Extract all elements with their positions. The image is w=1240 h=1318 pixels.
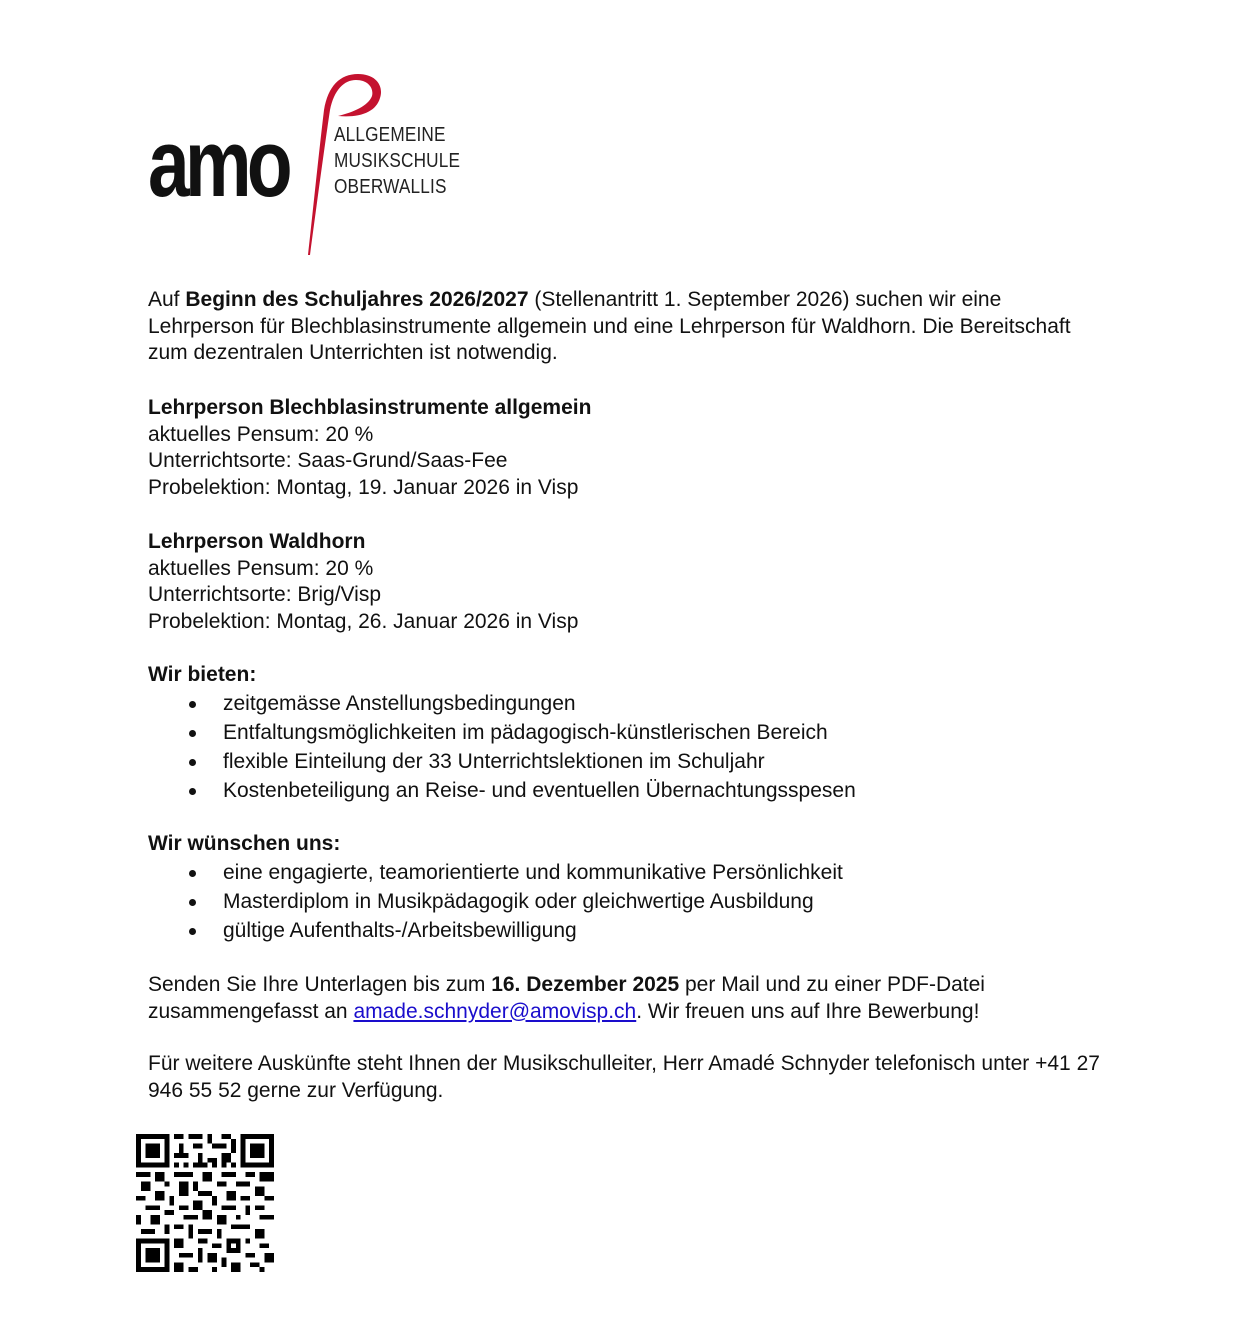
logo-wordmark: amo — [148, 110, 288, 217]
offer-list — [148, 689, 1108, 805]
email-link[interactable]: amade.schnyder@amovisp.ch — [353, 999, 637, 1023]
logo-line-1: ALLGEMEINE — [334, 124, 446, 146]
list-item: zeitgemässe Anstellungsbedingungen — [148, 689, 1108, 718]
position-pensum: aktuelles Pensum: 20 % — [148, 422, 374, 446]
position-waldhorn — [148, 529, 1108, 635]
logo-line-3: OBERWALLIS — [334, 176, 447, 198]
qr-code-icon[interactable] — [136, 1134, 274, 1272]
position-title: Lehrperson Blechblasinstrumente allgemein — [148, 396, 592, 419]
wish-heading: Wir wünschen uns: — [148, 832, 341, 855]
position-probelektion: Probelektion: Montag, 19. Januar 2026 in Visp — [148, 475, 579, 499]
position-pensum: aktuelles Pensum: 20 % — [148, 556, 374, 580]
offer-heading: Wir bieten: — [148, 663, 257, 686]
wish-list — [148, 858, 1108, 945]
intro-paragraph: Auf Beginn des Schuljahres 2026/2027 (Stellenantritt 1. September 2026) suchen wir eine Lehrperson für Blechblasinstrumente allgemein und eine Lehrperson für Waldhorn. Die Bereitschaft zum dezentralen Unterrichten ist notwendig. — [148, 288, 1071, 364]
amo-logo — [140, 70, 480, 260]
apply-paragraph: Senden Sie Ihre Unterlagen bis zum 16. Dezember 2025 per Mail und zu einer PDF-Datei zusammengefasst an amade.schnyder@amovisp.ch. Wir freuen uns auf Ihre Bewerbung! — [148, 973, 985, 1023]
position-blechblas — [148, 395, 1108, 501]
intro-school-year: Beginn des Schuljahres 2026/2027 — [185, 288, 529, 311]
list-item: gültige Aufenthalts-/Arbeitsbewilligung — [148, 916, 1108, 945]
position-probelektion: Probelektion: Montag, 26. Januar 2026 in Visp — [148, 609, 579, 633]
list-item: Kostenbeteiligung an Reise- und eventuellen Übernachtungsspesen — [148, 776, 1108, 805]
wish-section — [148, 831, 1108, 945]
deadline: 16. Dezember 2025 — [491, 973, 680, 996]
position-orte: Unterrichtsorte: Saas-Grund/Saas-Fee — [148, 449, 508, 472]
offer-section — [148, 662, 1108, 805]
position-title: Lehrperson Waldhorn — [148, 530, 366, 553]
contact-paragraph: Für weitere Auskünfte steht Ihnen der Musikschulleiter, Herr Amadé Schnyder telefonisch unter +41 27 946 55 52 gerne zur Verfügung. — [148, 1052, 1100, 1102]
list-item: eine engagierte, teamorientierte und kommunikative Persönlichkeit — [148, 858, 1108, 887]
logo-school-name — [334, 122, 481, 200]
list-item: flexible Einteilung der 33 Unterrichtslektionen im Schuljahr — [148, 747, 1108, 776]
list-item: Entfaltungsmöglichkeiten im pädagogisch-künstlerischen Bereich — [148, 718, 1108, 747]
logo-line-2: MUSIKSCHULE — [334, 150, 461, 172]
position-orte: Unterrichtsorte: Brig/Visp — [148, 583, 382, 606]
list-item: Masterdiplom in Musikpädagogik oder gleichwertige Ausbildung — [148, 887, 1108, 916]
